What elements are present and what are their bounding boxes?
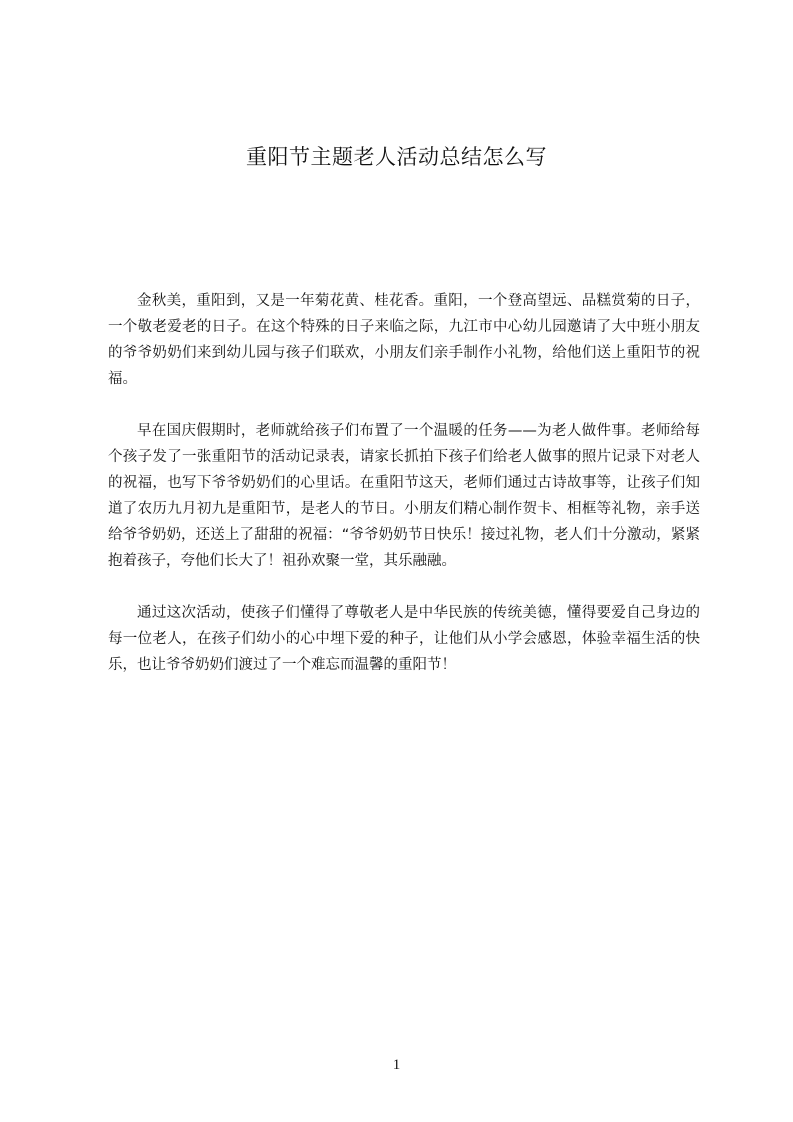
page-number: 1 [392,1057,401,1073]
paragraph-3: 通过这次活动，使孩子们懂得了尊敬老人是中华民族的传统美德，懂得要爱自己身边的每一位老人，在孩子们幼小的心中埋下爱的种子，让他们从小学会感恩，体验幸福生活的快乐，也让爷爷奶奶们渡过了一个难忘而温馨的重阳节！ [108,605,700,673]
document-body [108,288,700,704]
document-title: 重阳节主题老人活动总结怎么写 [246,145,547,169]
paragraph-1: 金秋美，重阳到，又是一年菊花黄、桂花香。重阳，一个登高望远、品糕赏菊的日子，一个敬老爱老的日子。在这个特殊的日子来临之际，九江市中心幼儿园邀请了大中班小朋友的爷爷奶奶们来到幼儿园与孩子们联欢，小朋友们亲手制作小礼物，给他们送上重阳节的祝福。 [108,293,700,387]
paragraph-2: 早在国庆假期时，老师就给孩子们布置了一个温暖的任务——为老人做件事。老师给每个孩子发了一张重阳节的活动记录表，请家长抓拍下孩子们给老人做事的照片记录下对老人的祝福，也写下爷爷奶奶们的心里话。在重阳节这天，老师们通过古诗故事等，让孩子们知道了农历九月初九是重阳节，是老人的节日。小朋友们精心制作贺卡、相框等礼物，亲手送给爷爷奶奶，还送上了甜甜的祝福：“爷爷奶奶节日快乐！接过礼物，老人们十分激动，紧紧抱着孩子，夸他们长大了！祖孙欢聚一堂，其乐融融。 [108,423,700,569]
